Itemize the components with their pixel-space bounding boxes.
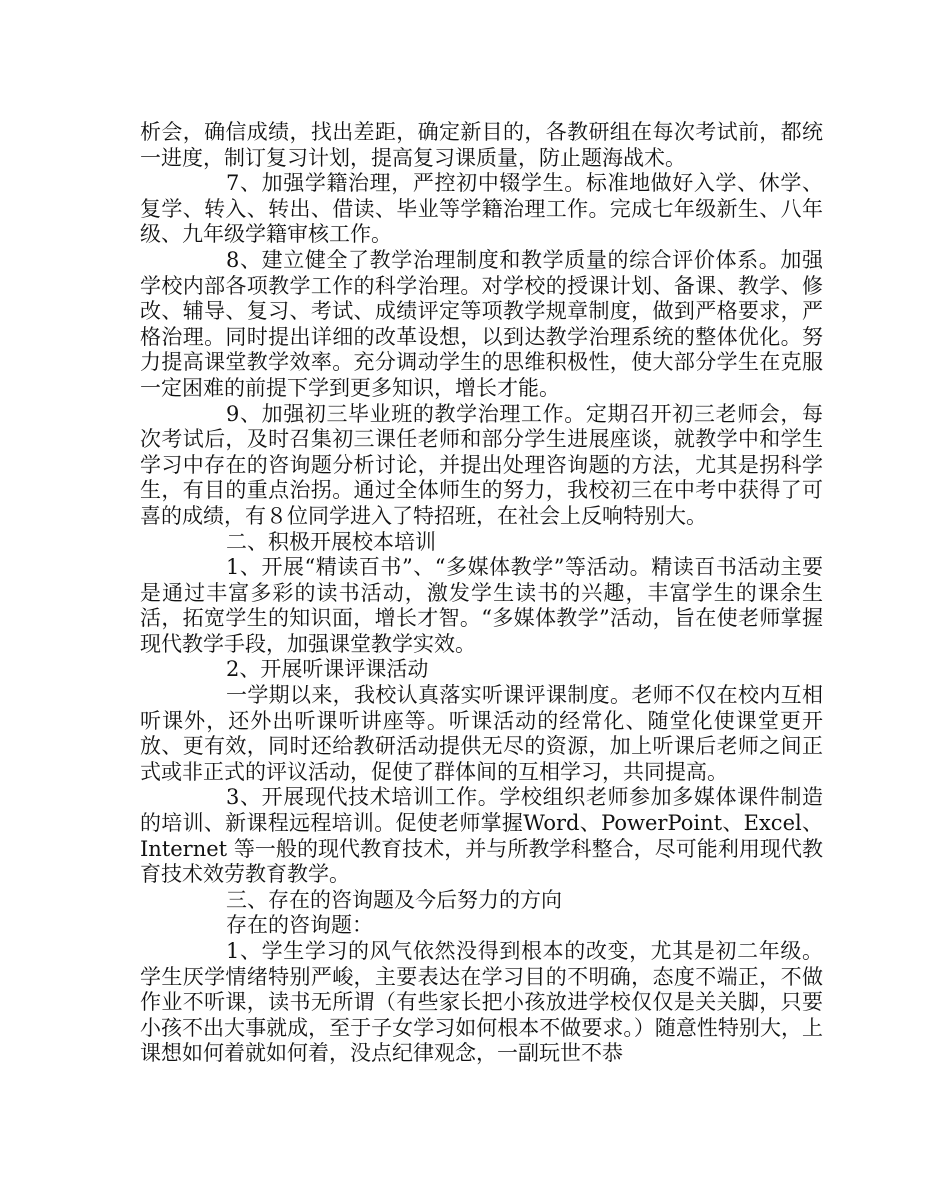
section-heading-3: 三、存在的咨询题及今后努力的方向 [226,887,562,912]
paragraph-problem-1: 1、学生学习的风气依然没得到根本的改变，尤其是初二年级。学生厌学情绪特别严峻，主要表达在学习目的不明确，态度不端正，不做作业不听课，读书无所谓（有些家长把小孩放进学校仅仅是关关脚，只要小孩不出大事就成，至于子女学习如何根本不做要求。）随意性特别大，上课想如何着就如何着，没点纪律观念，一副玩世不恭 [140,939,823,1066]
subheading-problems: 存在的咨询题： [226,913,373,938]
paragraph-continuation: 析会，确信成绩，找出差距，确定新目的，各教研组在每次考试前，都统一进度，制订复习计划，提高复习课质量，防止题海战术。 [140,120,823,170]
paragraph-item-9: 9、加强初三毕业班的教学治理工作。定期召开初三老师会，每次考试后，及时召集初三课任老师和部分学生进展座谈，就教学中和学生学习中存在的咨询题分析讨论，并提出处理咨询题的方法，尤其是拐科学生，有目的重点治拐。通过全体师生的努力，我校初三在中考中获得了可喜的成绩，有８位同学进入了特招班，在社会上反响特别大。 [140,401,823,528]
section-heading-2: 二、积极开展校本培训 [226,529,436,554]
document-page [140,120,823,1067]
paragraph-item-8: 8、建立健全了教学治理制度和教学质量的综合评价体系。加强学校内部各项教学工作的科学治理。对学校的授课计划、备课、教学、修改、辅导、复习、考试、成绩评定等项教学规章制度，做到严格要求，严格治理。同时提出详细的改革设想，以到达教学治理系统的整体优化。努力提高课堂教学效率。充分调动学生的思维积极性，使大部分学生在克服一定困难的前提下学到更多知识，增长才能。 [140,247,823,400]
paragraph-training-3: 3、开展现代技术培训工作。学校组织老师参加多媒体课件制造的培训、新课程远程培训。促使老师掌握Word、PowerPoint、Excel、Internet 等一般的现代教育技术，并与所教学科整合，尽可能利用现代教育技术效劳教育教学。 [140,785,823,887]
paragraph-listening-evaluation: 一学期以来，我校认真落实听课评课制度。老师不仅在校内互相听课外，还外出听课听讲座等。听课活动的经常化、随堂化使课堂更开放、更有效，同时还给教研活动提供无尽的资源，加上听课后老师之间正式或非正式的评议活动，促使了群体间的互相学习，共同提高。 [140,683,823,784]
subheading-training-2: 2、开展听课评课活动 [226,657,429,682]
paragraph-item-7: 7、加强学籍治理，严控初中辍学生。标准地做好入学、休学、复学、转入、转出、借读、毕业等学籍治理工作。完成七年级新生、八年级、九年级学籍审核工作。 [140,171,823,247]
paragraph-training-1: 1、开展“精读百书”、“多媒体教学”等活动。精读百书活动主要是通过丰富多彩的读书活动，激发学生读书的兴趣，丰富学生的课余生活，拓宽学生的知识面，增长才智。“多媒体教学”活动，旨在使老师掌握现代教学手段，加强课堂教学实效。 [140,555,823,656]
